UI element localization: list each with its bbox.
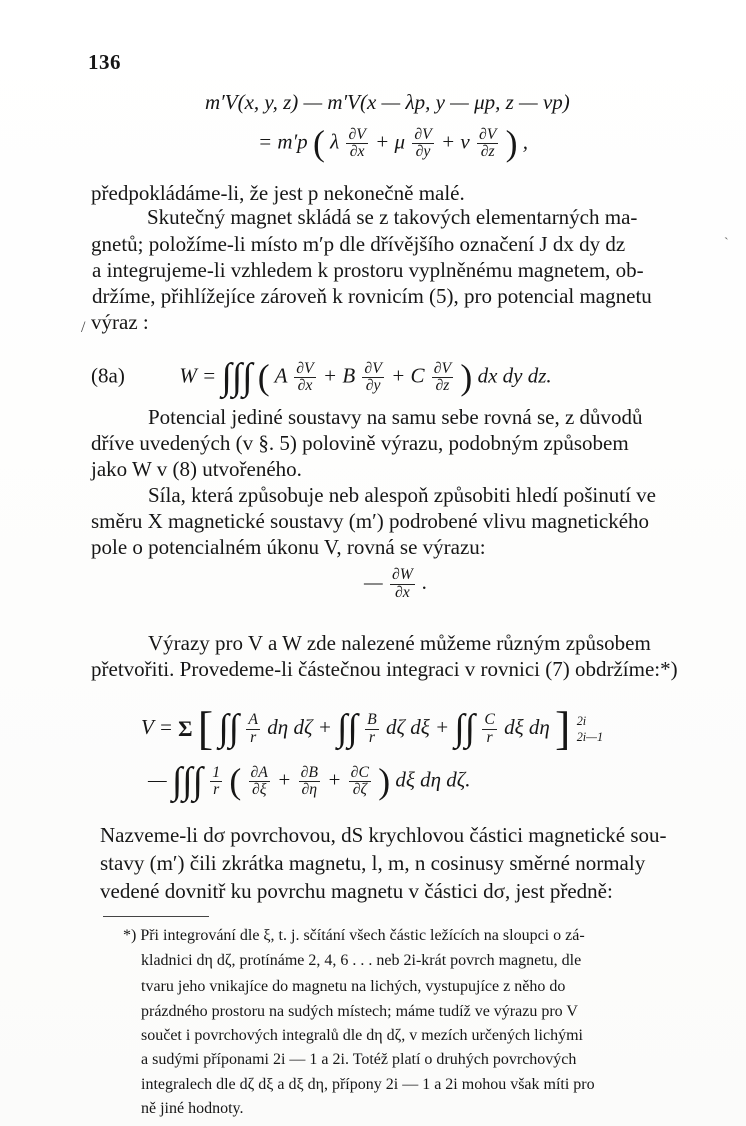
plus-sign: + — [322, 363, 338, 388]
margin-tick-mark: ˋ — [724, 236, 729, 251]
top-equation-suffix: , — [522, 129, 529, 154]
period: . — [422, 569, 428, 594]
fraction-denominator: r — [250, 728, 257, 746]
top-coeff-nu: ν — [460, 129, 470, 154]
top-fraction-2-numerator: ∂V — [414, 125, 432, 143]
text-line-11: směru X magnetické soustavy (m′) podrobené vlivu magnetického — [91, 509, 650, 533]
top-equation-prefix: = m′p — [258, 129, 308, 154]
left-bracket: [ — [197, 703, 214, 754]
plus-sign: + — [317, 714, 332, 739]
fraction-denominator: ∂ζ — [352, 781, 367, 799]
fraction-numerator: ∂V — [296, 359, 314, 377]
minus-sign: — — [364, 569, 383, 594]
fraction-denominator: ∂ξ — [251, 781, 267, 799]
text-line-5: držíme, přihlížejíce zároveň k rovnicím (5), pro potencial magnetu — [92, 284, 652, 308]
text-line-4: a integrujeme-li vzhledem k prostoru vyplněnému magnetem, ob- — [92, 258, 644, 282]
minus-sign: — — [148, 767, 167, 792]
equation-8a-fraction-3 — [432, 361, 453, 395]
v-term-3-tail: dξ dη — [504, 714, 550, 739]
text-line-2: Skutečný magnet skládá se z takových elementarných ma- — [147, 205, 638, 229]
fraction-numerator: ∂C — [350, 763, 369, 781]
equation-label: (8a) — [91, 363, 125, 388]
v-limits — [577, 713, 603, 746]
text-line-17: vedené dovnitř ku povrchu magnetu v částici dσ, jest předně: — [100, 879, 613, 903]
fraction-denominator: r — [368, 728, 375, 746]
plus-sign: + — [440, 129, 456, 154]
top-equation-line-1: m′V(x, y, z) — m′V(x — λp, y — μp, z — νp) — [205, 90, 570, 114]
text-line-6: výraz : — [91, 310, 149, 334]
plus-sign: + — [434, 714, 450, 739]
footnote-line-7: integralech dle dζ dξ a dξ dη, přípony 2i — 1 a 2i mohou však míti pro — [141, 1076, 595, 1093]
text-line-10: Síla, která způsobuje neb alespoň způsobiti hledí pošinutí ve — [148, 483, 656, 507]
top-fraction-1-denominator: ∂x — [349, 143, 365, 161]
small-fraction-expression — [364, 567, 427, 601]
text-line-14: přetvořiti. Provedeme-li částečnou integraci v rovnici (7) obdržíme:*) — [91, 657, 678, 681]
left-paren: ( — [229, 761, 242, 802]
v-term-2-tail: dζ dξ — [385, 714, 430, 739]
right-paren: ) — [505, 123, 518, 163]
plus-sign: + — [391, 363, 406, 388]
small-fraction — [390, 567, 415, 601]
top-equation-line-2 — [258, 123, 529, 163]
top-fraction-3-denominator: ∂z — [480, 143, 495, 161]
integral-icon: ∫∫ — [218, 707, 240, 750]
top-fraction-1 — [346, 127, 367, 161]
right-paren: ) — [378, 761, 391, 802]
plus-sign: + — [327, 767, 342, 792]
v-equation-line-2-tail: dξ dη dζ. — [395, 767, 471, 792]
top-fraction-1-numerator: ∂V — [348, 125, 366, 143]
top-coeff-mu: μ — [394, 129, 406, 154]
v-term-2-fraction — [365, 712, 379, 746]
fraction-numerator: ∂V — [433, 359, 452, 377]
text-line-1: předpokládáme-li, že jest p nekonečně malé. — [91, 181, 465, 205]
fraction-denominator: ∂x — [297, 377, 313, 395]
v-term-1-fraction — [246, 712, 260, 746]
one-over-r-fraction — [210, 765, 222, 799]
v-equation-prefix: V = — [141, 714, 173, 739]
text-line-12: pole o potencialném úkonu V, rovná se výrazu: — [91, 535, 486, 559]
left-paren: ( — [257, 357, 270, 398]
fraction-numerator: C — [484, 711, 495, 729]
v-equation-line-2 — [148, 760, 471, 802]
page-number: 136 — [88, 50, 121, 74]
top-coeff-lambda: λ — [330, 129, 340, 154]
top-fraction-2-denominator: ∂y — [415, 143, 431, 161]
text-line-8: dříve uvedených (v §. 5) polovině výrazu, podobným způsobem — [91, 431, 629, 455]
top-fraction-3 — [477, 127, 498, 161]
coefficient-c: C — [410, 363, 425, 388]
v-term-1-tail: dη dζ — [267, 714, 313, 739]
footnote-line-2: kladnici dη dζ, protínáme 2, 4, 6 . . . neb 2i-krát povrch magnetu, dle — [141, 952, 582, 969]
margin-left-mark: / — [81, 319, 86, 336]
b-derivative-fraction — [299, 765, 320, 799]
fraction-numerator: ∂V — [364, 359, 382, 377]
equation-8a-fraction-1 — [294, 361, 315, 395]
coefficient-b: B — [342, 363, 356, 388]
integral-icon: ∫∫ — [454, 707, 476, 750]
text-line-13: Výrazy pro V a W zde nalezené můžeme různým způsobem — [148, 631, 651, 655]
sigma-icon: Σ — [178, 716, 193, 742]
text-line-16: stavy (m′) čili zkrátka magnetu, l, m, n cosinusy směrné normaly — [100, 851, 646, 875]
right-paren: ) — [460, 357, 473, 398]
fraction-denominator: r — [213, 781, 220, 799]
upper-limit: 2i — [576, 713, 587, 728]
text-line-9: jako W v (8) utvořeného. — [91, 457, 302, 481]
equation-8a-fraction-2 — [362, 361, 383, 395]
fraction-denominator: ∂y — [365, 377, 381, 395]
equation-8a-prefix: W = — [179, 363, 217, 388]
fraction-denominator: ∂x — [395, 583, 410, 601]
footnote-line-3: tvaru jeho vnikajíce do magnetu na lichých, vystupujíce z něho do — [141, 978, 566, 995]
footnote-line-4: prázdného prostoru na sudých místech; máme tudíž ve výrazu pro V — [141, 1003, 578, 1020]
v-term-3-fraction — [482, 712, 497, 746]
fraction-denominator: ∂z — [435, 377, 450, 395]
footnote-line-6: a sudými příponami 2i — 1 a 2i. Totéž platí o druhých povrchových — [141, 1051, 577, 1068]
right-bracket: ] — [555, 703, 571, 754]
fraction-numerator: ∂A — [250, 763, 268, 781]
fraction-numerator: 1 — [212, 763, 221, 781]
a-derivative-fraction — [249, 765, 270, 799]
fraction-numerator: B — [367, 711, 377, 729]
lower-limit: 2i—1 — [576, 730, 604, 745]
integral-icon: ∫∫∫ — [171, 760, 203, 802]
text-line-7: Potencial jediné soustavy na samu sebe rovná se, z důvodů — [148, 405, 643, 429]
top-fraction-2 — [412, 127, 433, 161]
coefficient-a: A — [274, 363, 288, 388]
fraction-numerator: A — [248, 711, 259, 729]
equation-8a-tail: dx dy dz. — [477, 363, 552, 388]
plus-sign: + — [277, 767, 292, 792]
footnote-line-1: *) Při integrování dle ξ, t. j. sčítání všech částic ležících na sloupci o zá- — [123, 927, 585, 944]
footnote-line-5: součet i povrchových integralů dle dη dζ, v mezích určených lichými — [141, 1027, 583, 1044]
fraction-numerator: ∂W — [391, 566, 413, 583]
v-equation-line-1 — [141, 703, 604, 754]
integral-icon: ∫∫∫ — [221, 356, 253, 398]
text-line-3: gnetů; položíme-li místo m′p dle dřívějšího označení J dx dy dz — [91, 232, 626, 256]
fraction-denominator: r — [486, 728, 493, 746]
c-derivative-fraction — [349, 765, 371, 799]
text-line-15: Nazveme-li dσ povrchovou, dS krychlovou částici magnetické sou- — [100, 823, 667, 847]
footnote-line-8: ně jiné hodnoty. — [141, 1100, 244, 1117]
top-fraction-3-numerator: ∂V — [478, 125, 497, 143]
equation-8a — [91, 356, 552, 398]
plus-sign: + — [375, 129, 390, 154]
footnote-rule — [103, 916, 209, 917]
left-paren: ( — [312, 123, 325, 163]
integral-icon: ∫∫ — [337, 707, 358, 750]
fraction-denominator: ∂η — [301, 781, 318, 799]
fraction-numerator: ∂B — [300, 763, 318, 781]
